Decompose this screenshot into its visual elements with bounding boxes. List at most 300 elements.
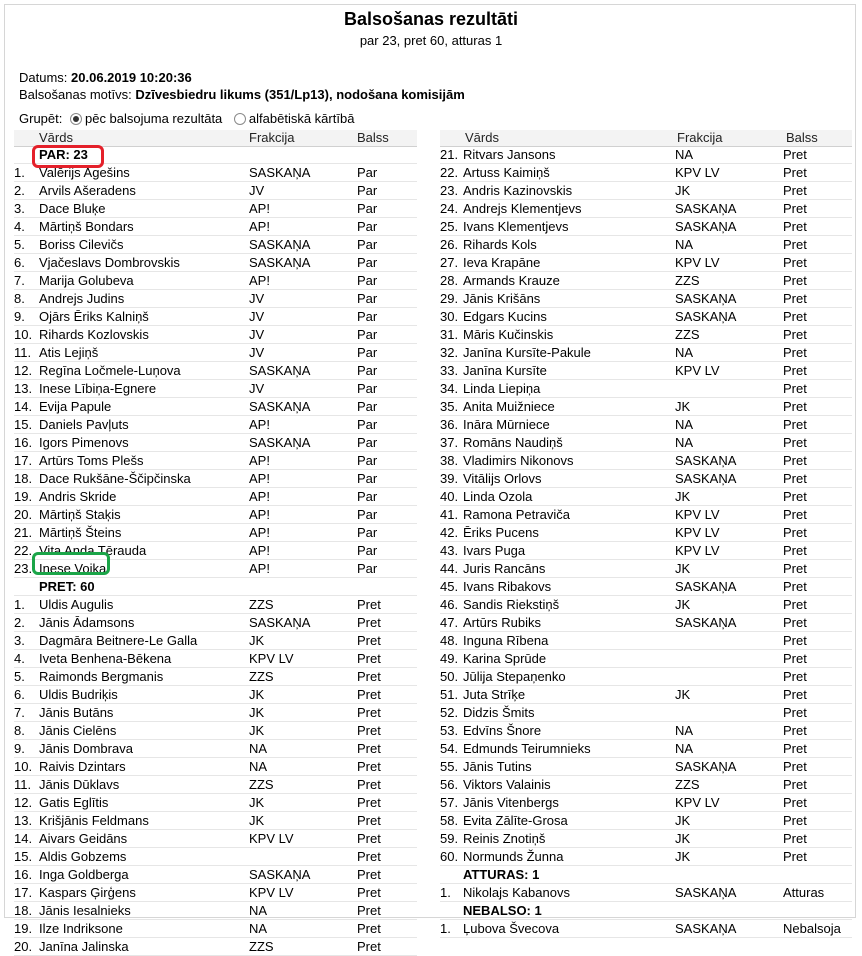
deputy-name: Ivans Klementjevs xyxy=(463,219,569,234)
row-number: 40. xyxy=(440,489,459,504)
table-row xyxy=(440,560,852,578)
vote: Pret xyxy=(357,903,381,918)
table-row xyxy=(440,884,852,902)
vote: Par xyxy=(357,507,378,522)
vote: Pret xyxy=(783,543,807,558)
faction: KPV LV xyxy=(675,795,720,810)
row-number: 28. xyxy=(440,273,459,288)
row-number: 10. xyxy=(14,327,33,342)
vote: Pret xyxy=(783,255,807,270)
vote: Par xyxy=(357,453,378,468)
faction: SASKAŅA xyxy=(249,399,311,414)
motive-value: Dzīvesbiedru likums (351/Lp13), nodošana komisijām xyxy=(135,87,465,102)
table-row xyxy=(440,524,852,542)
row-number: 39. xyxy=(440,471,459,486)
deputy-name: Andris Kazinovskis xyxy=(463,183,573,198)
vote: Pret xyxy=(783,417,807,432)
table-row xyxy=(14,380,417,398)
deputy-name: Igors Pimenovs xyxy=(39,435,129,450)
faction: SASKAŅA xyxy=(249,255,311,270)
row-number: 23. xyxy=(440,183,459,198)
faction: JK xyxy=(675,489,691,504)
faction: JK xyxy=(249,633,265,648)
faction: ZZS xyxy=(675,777,700,792)
group-selector xyxy=(19,111,354,126)
row-number: 19. xyxy=(14,489,33,504)
vote: Pret xyxy=(357,885,381,900)
row-number: 32. xyxy=(440,345,459,360)
vote: Pret xyxy=(783,381,807,396)
vote: Pret xyxy=(783,831,807,846)
row-number: 51. xyxy=(440,687,459,702)
row-number: 16. xyxy=(14,435,33,450)
deputy-name: Rihards Kozlovskis xyxy=(39,327,149,342)
table-row xyxy=(440,344,852,362)
deputy-name: Ivars Puga xyxy=(463,543,526,558)
table-row xyxy=(440,848,852,866)
faction: KPV LV xyxy=(675,363,720,378)
table-row xyxy=(14,434,417,452)
vote: Pret xyxy=(783,813,807,828)
deputy-name: Ieva Krapāne xyxy=(463,255,541,270)
vote: Pret xyxy=(783,201,807,216)
faction: SASKAŅA xyxy=(675,615,737,630)
deputy-name: Juta Strīķe xyxy=(463,687,526,702)
deputy-name: Inga Goldberga xyxy=(39,867,129,882)
table-row xyxy=(14,938,417,956)
deputy-name: Ēriks Pucens xyxy=(463,525,539,540)
row-number: 5. xyxy=(14,669,25,684)
table-row xyxy=(14,650,417,668)
table-row xyxy=(14,236,417,254)
vote: Pret xyxy=(357,705,381,720)
vote: Atturas xyxy=(783,885,825,900)
row-number: 59. xyxy=(440,831,459,846)
vote: Pret xyxy=(357,939,381,954)
table-row xyxy=(14,398,417,416)
deputy-name: Ritvars Jansons xyxy=(463,147,556,162)
vote: Par xyxy=(357,237,378,252)
faction: SASKAŅA xyxy=(675,885,737,900)
deputy-name: Dagmāra Beitnere-Le Galla xyxy=(39,633,198,648)
vote: Pret xyxy=(783,741,807,756)
row-number: 4. xyxy=(14,651,25,666)
deputy-name: Artūrs Toms Plešs xyxy=(39,453,144,468)
table-row xyxy=(14,668,417,686)
faction: SASKAŅA xyxy=(675,219,737,234)
table-row xyxy=(440,542,852,560)
deputy-name: Edvīns Šnore xyxy=(463,723,542,738)
vote: Pret xyxy=(783,327,807,342)
group-title: PRET: 60 xyxy=(39,579,95,594)
row-number: 54. xyxy=(440,741,459,756)
table-row xyxy=(440,686,852,704)
table-row xyxy=(14,200,417,218)
faction: AP! xyxy=(249,273,270,288)
vote: Pret xyxy=(783,399,807,414)
table-row xyxy=(440,254,852,272)
table-row xyxy=(440,776,852,794)
faction: NA xyxy=(675,417,694,432)
table-row xyxy=(14,866,417,884)
vote: Par xyxy=(357,201,378,216)
header-name: Vārds xyxy=(39,130,73,145)
table-row xyxy=(14,290,417,308)
vote: Pret xyxy=(783,777,807,792)
vote: Par xyxy=(357,489,378,504)
row-number: 14. xyxy=(14,831,33,846)
deputy-name: Jānis Ādamsons xyxy=(39,615,135,630)
faction: JK xyxy=(675,849,691,864)
row-number: 22. xyxy=(14,543,33,558)
table-row xyxy=(14,920,417,938)
vote: Pret xyxy=(783,615,807,630)
table-row xyxy=(14,344,417,362)
deputy-name: Jūlija Stepaņenko xyxy=(463,669,566,684)
row-number: 9. xyxy=(14,741,25,756)
deputy-name: Jānis Vitenbergs xyxy=(463,795,559,810)
faction: SASKAŅA xyxy=(249,237,311,252)
faction: ZZS xyxy=(249,597,274,612)
row-number: 7. xyxy=(14,273,25,288)
vote: Par xyxy=(357,525,378,540)
faction: AP! xyxy=(249,417,270,432)
vote: Pret xyxy=(783,435,807,450)
row-number: 3. xyxy=(14,633,25,648)
deputy-name: Linda Ozola xyxy=(463,489,533,504)
faction: SASKAŅA xyxy=(675,471,737,486)
deputy-name: Uldis Augulis xyxy=(39,597,114,612)
motive-label: Balsošanas motīvs: xyxy=(19,87,132,102)
deputy-name: Jānis Dombrava xyxy=(39,741,133,756)
vote: Pret xyxy=(783,165,807,180)
row-number: 19. xyxy=(14,921,33,936)
header-faction: Frakcija xyxy=(249,130,295,145)
vote: Par xyxy=(357,165,378,180)
row-number: 8. xyxy=(14,723,25,738)
table-row xyxy=(440,506,852,524)
vote: Par xyxy=(357,471,378,486)
vote: Pret xyxy=(783,759,807,774)
vote: Pret xyxy=(783,489,807,504)
vote: Par xyxy=(357,363,378,378)
vote: Pret xyxy=(783,795,807,810)
deputy-name: Raivis Dzintars xyxy=(39,759,126,774)
row-number: 58. xyxy=(440,813,459,828)
group-header-row xyxy=(440,866,852,884)
row-number: 49. xyxy=(440,651,459,666)
deputy-name: Jānis Dūklavs xyxy=(39,777,120,792)
row-number: 60. xyxy=(440,849,459,864)
faction: NA xyxy=(249,903,268,918)
row-number: 35. xyxy=(440,399,459,414)
table-row xyxy=(440,470,852,488)
vote: Par xyxy=(357,543,378,558)
faction: JK xyxy=(249,813,265,828)
table-row xyxy=(440,830,852,848)
table-row xyxy=(440,272,852,290)
vote: Pret xyxy=(783,705,807,720)
table-row xyxy=(440,236,852,254)
row-number: 41. xyxy=(440,507,459,522)
deputy-name: Vladimirs Nikonovs xyxy=(463,453,574,468)
faction: JK xyxy=(249,687,265,702)
row-number: 33. xyxy=(440,363,459,378)
deputy-name: Māris Kučinskis xyxy=(463,327,554,342)
deputy-name: Reinis Znotiņš xyxy=(463,831,546,846)
right-column-header xyxy=(440,130,852,147)
row-number: 48. xyxy=(440,633,459,648)
deputy-name: Anita Muižniece xyxy=(463,399,555,414)
deputy-name: Janīna Kursīte-Pakule xyxy=(463,345,591,360)
row-number: 6. xyxy=(14,687,25,702)
faction: JV xyxy=(249,327,265,342)
row-number: 30. xyxy=(440,309,459,324)
table-row xyxy=(14,902,417,920)
table-row xyxy=(14,362,417,380)
vote: Par xyxy=(357,219,378,234)
deputy-name: Janīna Kursīte xyxy=(463,363,547,378)
deputy-name: Arvils Ašeradens xyxy=(39,183,136,198)
deputy-name: Regīna Ločmele-Luņova xyxy=(39,363,181,378)
row-number: 34. xyxy=(440,381,459,396)
faction: JV xyxy=(249,345,265,360)
table-row xyxy=(14,632,417,650)
faction: JK xyxy=(675,831,691,846)
table-row xyxy=(440,722,852,740)
table-row xyxy=(440,146,852,164)
row-number: 16. xyxy=(14,867,33,882)
vote: Pret xyxy=(783,561,807,576)
faction: NA xyxy=(675,147,694,162)
vote: Pret xyxy=(357,849,381,864)
faction: AP! xyxy=(249,525,270,540)
faction: SASKAŅA xyxy=(249,363,311,378)
vote: Pret xyxy=(783,507,807,522)
table-row xyxy=(14,416,417,434)
row-number: 2. xyxy=(14,183,25,198)
row-number: 38. xyxy=(440,453,459,468)
faction: SASKAŅA xyxy=(249,867,311,882)
table-row xyxy=(440,668,852,686)
deputy-name: Vjačeslavs Dombrovskis xyxy=(39,255,180,270)
deputy-name: Evita Zālīte-Grosa xyxy=(463,813,568,828)
table-row xyxy=(14,218,417,236)
faction: KPV LV xyxy=(675,255,720,270)
row-number: 43. xyxy=(440,543,459,558)
row-number: 52. xyxy=(440,705,459,720)
header-name: Vārds xyxy=(465,130,499,145)
radio-alphabetical[interactable] xyxy=(234,113,246,125)
group-label: Grupēt: xyxy=(19,111,63,126)
deputy-name: Janīna Jalinska xyxy=(39,939,129,954)
row-number: 37. xyxy=(440,435,459,450)
table-row xyxy=(14,704,417,722)
table-row xyxy=(14,272,417,290)
vote: Par xyxy=(357,291,378,306)
faction: JK xyxy=(249,705,265,720)
vote: Pret xyxy=(783,183,807,198)
vote: Pret xyxy=(357,795,381,810)
vote: Par xyxy=(357,381,378,396)
vote: Pret xyxy=(357,669,381,684)
faction: AP! xyxy=(249,453,270,468)
vote: Pret xyxy=(783,273,807,288)
vote: Par xyxy=(357,183,378,198)
deputy-name: Atis Lejiņš xyxy=(39,345,99,360)
radio-by-result-label[interactable]: pēc balsojuma rezultāta xyxy=(84,111,223,126)
table-row xyxy=(14,452,417,470)
deputy-name: Edgars Kucins xyxy=(463,309,547,324)
table-row xyxy=(440,218,852,236)
faction: KPV LV xyxy=(249,651,294,666)
deputy-name: Edmunds Teirumnieks xyxy=(463,741,591,756)
deputy-name: Evija Papule xyxy=(39,399,112,414)
faction: KPV LV xyxy=(675,543,720,558)
faction: JV xyxy=(249,291,265,306)
deputy-name: Aivars Geidāns xyxy=(39,831,128,846)
table-row xyxy=(440,794,852,812)
table-row xyxy=(14,614,417,632)
row-number: 15. xyxy=(14,849,33,864)
deputy-name: Boriss Cilevičs xyxy=(39,237,124,252)
faction: KPV LV xyxy=(249,831,294,846)
row-number: 18. xyxy=(14,903,33,918)
deputy-name: Valērijs Agešins xyxy=(39,165,130,180)
table-row xyxy=(14,776,417,794)
row-number: 25. xyxy=(440,219,459,234)
row-number: 26. xyxy=(440,237,459,252)
deputy-name: Artūrs Rubiks xyxy=(463,615,542,630)
right-results-list xyxy=(440,146,852,938)
table-row xyxy=(440,578,852,596)
group-header-row xyxy=(14,578,417,596)
table-row xyxy=(14,812,417,830)
row-number: 12. xyxy=(14,795,33,810)
vote: Pret xyxy=(357,831,381,846)
faction: NA xyxy=(249,921,268,936)
group-header-row xyxy=(440,902,852,920)
radio-by-result[interactable] xyxy=(70,113,82,125)
deputy-name: Ināra Mūrniece xyxy=(463,417,550,432)
deputy-name: Aldis Gobzems xyxy=(39,849,127,864)
deputy-name: Marija Golubeva xyxy=(39,273,134,288)
radio-alphabetical-label[interactable]: alfabētiskā kārtībā xyxy=(248,111,355,126)
vote: Par xyxy=(357,255,378,270)
vote: Pret xyxy=(783,147,807,162)
header-vote: Balss xyxy=(357,130,389,145)
vote: Pret xyxy=(783,453,807,468)
vote: Pret xyxy=(783,237,807,252)
faction: ZZS xyxy=(675,327,700,342)
deputy-name: Jānis Butāns xyxy=(39,705,114,720)
table-row xyxy=(440,632,852,650)
deputy-name: Andrejs Judins xyxy=(39,291,125,306)
deputy-name: Sandis Riekstiņš xyxy=(463,597,560,612)
table-row xyxy=(14,830,417,848)
faction: SASKAŅA xyxy=(675,291,737,306)
vote: Pret xyxy=(783,651,807,666)
faction: NA xyxy=(675,237,694,252)
vote: Pret xyxy=(357,597,381,612)
faction: JK xyxy=(675,183,691,198)
faction: SASKAŅA xyxy=(675,759,737,774)
faction: NA xyxy=(675,741,694,756)
row-number: 45. xyxy=(440,579,459,594)
table-row xyxy=(440,452,852,470)
faction: NA xyxy=(249,759,268,774)
vote: Pret xyxy=(783,345,807,360)
faction: AP! xyxy=(249,507,270,522)
vote: Pret xyxy=(357,921,381,936)
vote: Pret xyxy=(357,633,381,648)
group-title: ATTURAS: 1 xyxy=(463,867,540,882)
table-row xyxy=(14,884,417,902)
row-number: 1. xyxy=(14,597,25,612)
row-number: 36. xyxy=(440,417,459,432)
row-number: 17. xyxy=(14,885,33,900)
row-number: 12. xyxy=(14,363,33,378)
deputy-name: Mārtiņš Šteins xyxy=(39,525,122,540)
row-number: 57. xyxy=(440,795,459,810)
header-faction: Frakcija xyxy=(677,130,723,145)
table-row xyxy=(440,290,852,308)
faction: ZZS xyxy=(675,273,700,288)
row-number: 1. xyxy=(14,165,25,180)
row-number: 4. xyxy=(14,219,25,234)
date-value: 20.06.2019 10:20:36 xyxy=(71,70,192,85)
table-row xyxy=(440,920,852,938)
row-number: 56. xyxy=(440,777,459,792)
deputy-name: Vitālijs Orlovs xyxy=(463,471,542,486)
deputy-name: Inguna Rībena xyxy=(463,633,549,648)
deputy-name: Andris Skride xyxy=(39,489,117,504)
deputy-name: Mārtiņš Staķis xyxy=(39,507,121,522)
deputy-name: Dace Bluķe xyxy=(39,201,106,216)
deputy-name: Uldis Budriķis xyxy=(39,687,118,702)
vote: Pret xyxy=(783,687,807,702)
table-row xyxy=(14,794,417,812)
table-row xyxy=(14,848,417,866)
vote: Pret xyxy=(783,309,807,324)
row-number: 55. xyxy=(440,759,459,774)
row-number: 14. xyxy=(14,399,33,414)
faction: SASKAŅA xyxy=(249,615,311,630)
table-row xyxy=(14,758,417,776)
table-row xyxy=(440,614,852,632)
vote: Pret xyxy=(357,759,381,774)
vote: Pret xyxy=(783,525,807,540)
faction: NA xyxy=(675,345,694,360)
faction: NA xyxy=(249,741,268,756)
deputy-name: Viktors Valainis xyxy=(463,777,551,792)
table-row xyxy=(440,182,852,200)
table-row xyxy=(14,524,417,542)
row-number: 47. xyxy=(440,615,459,630)
deputy-name: Kaspars Ģirģens xyxy=(39,885,136,900)
faction: SASKAŅA xyxy=(675,201,737,216)
table-row xyxy=(14,254,417,272)
vote: Par xyxy=(357,327,378,342)
page-subtitle: par 23, pret 60, atturas 1 xyxy=(359,33,503,48)
faction: JK xyxy=(675,399,691,414)
faction: JK xyxy=(675,813,691,828)
motive-line xyxy=(19,87,465,102)
row-number: 42. xyxy=(440,525,459,540)
row-number: 18. xyxy=(14,471,33,486)
deputy-name: Romāns Naudiņš xyxy=(463,435,563,450)
vote: Pret xyxy=(357,867,381,882)
